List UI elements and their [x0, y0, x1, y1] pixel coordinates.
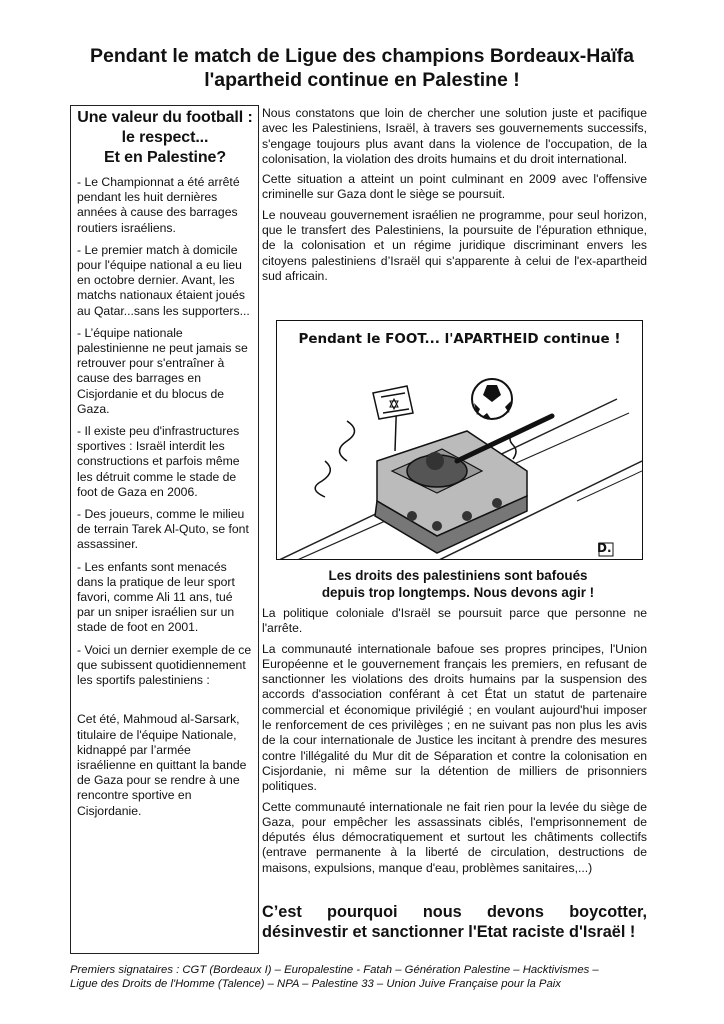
page-title	[40, 44, 684, 92]
tank-drawing	[277, 321, 643, 560]
sidebar-heading-line: Une valeur du football :	[77, 109, 253, 126]
footer-line-1: Premiers signataires : CGT (Bordeaux I) – Europalestine - Fatah – Génération Palestine – Hacktivismes –	[70, 964, 599, 976]
signatories-footer	[70, 963, 670, 991]
main-paragraph: La communauté internationale bafoue ses propres principes, l'Union Européenne et le gouvernement français les premiers, en refusant de sanctionner les violations des droits humains par la suspension des accords d'association conférant à cet État un statut de partenaire commercial et économique privilégié ; en voulant aujourd'hui imposer le renforcement de ces privilèges ; en ne suivant pas non plus les avis de la cour internationale de Justice les incitant à prendre des mesures contre l'illégalité du Mur dit de Séparation et contre la colonisation en Cisjordanie, ni même sur la détention de milliers de prisonniers politiques.	[262, 641, 647, 794]
sidebar-heading	[77, 108, 253, 168]
call-to-action-line-2: désinvestir et sanctionner l'Etat raciste d'Israël !	[262, 923, 636, 941]
main-paragraph: Nous constatons que loin de chercher une solution juste et pacifique avec les Palestiniens, Israël, à travers ses gouvernements successifs, s'engage toujours plus avant dans la violence de l'occupation, de la colonisation, la violation des droits humains et du droit international.	[262, 106, 647, 166]
sidebar-heading-line: le respect...	[121, 129, 209, 146]
sidebar-item: - Le Championnat a été arrêté pendant les huit dernières années à cause des barrages routiers israéliens.	[77, 175, 240, 235]
cartoon-signature: D.	[597, 541, 612, 555]
sidebar-heading-line: Et en Palestine?	[104, 149, 226, 166]
section-subheading	[262, 567, 654, 601]
footer-line-2: Ligue des Droits de l'Homme (Talence) – NPA – Palestine 33 – Union Juive Française pour la Paix	[70, 978, 561, 990]
sidebar-item: - L’équipe nationale palestinienne ne peut jamais se retrouver pour s'entraîner à cause des barrages en Cisjordanie et du blocus de Gaza.	[77, 325, 248, 416]
sidebar-box	[70, 105, 259, 954]
call-to-action-line-1: C’est pourquoi nous devons boycotter,	[262, 903, 647, 921]
title-line-2: l'apartheid continue en Palestine !	[204, 69, 520, 91]
sidebar-item: - Voici un dernier exemple de ce que subissent quotidiennement les sportifs palestiniens :	[77, 642, 252, 688]
sidebar-item: - Les enfants sont menacés dans la pratique de leur sport favori, comme Ali 11 ans, tué par un sniper israélien sur un stade de foot en 2001.	[77, 559, 235, 635]
title-line-1: Pendant le match de Ligue des champions Bordeaux-Haïfa	[90, 45, 634, 67]
main-text-top	[262, 106, 647, 289]
sidebar-closing: Cet été, Mahmoud al-Sarsark, titulaire de l'équipe Nationale, kidnappé par l’armée israélienne en quittant la bande de Gaza pour se rendre à une rencontre sportive en Cisjordanie.	[77, 712, 247, 818]
main-paragraph: Cette situation a atteint un point culminant en 2009 avec l'offensive criminelle sur Gaza dont le siège se poursuit.	[262, 172, 647, 202]
subheading-line-1: Les droits des palestiniens sont bafoués	[328, 568, 588, 583]
subheading-line-2: depuis trop longtemps. Nous devons agir !	[321, 585, 595, 600]
call-to-action	[262, 902, 647, 942]
cartoon-illustration	[276, 320, 643, 560]
cartoon-caption: Pendant le FOOT... l'APARTHEID continue !	[298, 331, 621, 347]
sidebar-item: - Le premier match à domicile pour l'équipe national a eu lieu en octobre dernier. Avant, les matchs nationaux étaient joués au Qatar...sans les supporters...	[77, 242, 250, 318]
sidebar-item: - Des joueurs, comme le milieu de terrain Tarek Al-Quto, se font assassiner.	[77, 507, 249, 552]
main-paragraph: Cette communauté internationale ne fait rien pour la levée du siège de Gaza, pour empêcher les assassinats ciblés, l'emprisonnement de députés élus démocratiquement et surtout les châtiments collectifs (entrave permanente à la liberté de circulation, destructions de maisons, expulsions, manque d'eau, problèmes sanitaires,...)	[262, 799, 647, 875]
main-paragraph: Le nouveau gouvernement israélien ne programme, pour seul horizon, que le transfert des Palestiniens, la poursuite de l'épuration ethnique, de la colonisation et un régime juridique discriminant envers les citoyens palestiniens d’Israël qui s'apparente à celui de l'ex-apartheid sud africain.	[262, 207, 647, 283]
main-paragraph: La politique coloniale d'Israël se poursuit parce que personne ne l'arrête.	[262, 606, 647, 636]
main-text-bottom	[262, 606, 647, 881]
sidebar-item: - Il existe peu d'infrastructures sportives : Israël interdit les constructions et parfois même les détruit comme le stade de foot de Gaza en 2006.	[77, 424, 240, 499]
